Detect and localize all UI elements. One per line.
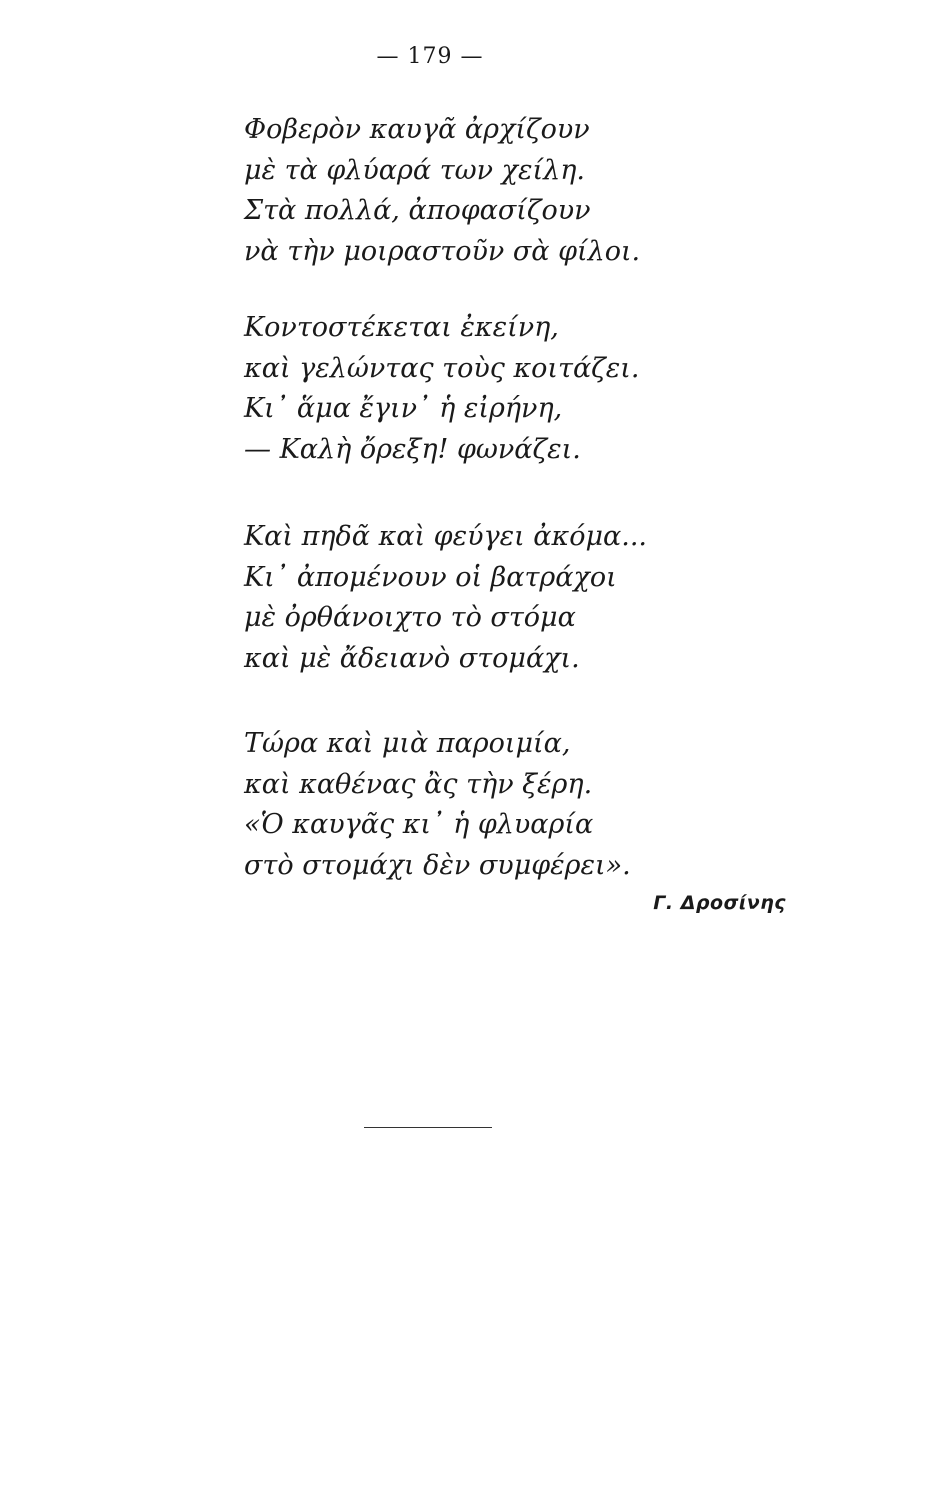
poem-line: καὶ καθένας ἂς τὴν ξέρη. — [244, 768, 593, 800]
poem-line: καὶ μὲ ἄδειανὸ στομάχι. — [244, 642, 580, 674]
poem-line: μὲ ὀρθάνοιχτο τὸ στόμα — [244, 602, 576, 633]
poem-stanza — [244, 110, 640, 272]
poem-stanza — [244, 517, 647, 679]
poem-line: στὸ στομάχι δὲν συμφέρει». — [244, 849, 631, 881]
poem-line: καὶ γελώντας τοὺς κοιτάζει. — [244, 352, 640, 384]
poem-line: Τώρα καὶ μιὰ παροιμία, — [244, 728, 571, 759]
poem-line: Στὰ πολλά, ἀποφασίζουν — [244, 195, 591, 226]
poem-line: Κι᾿ ἅμα ἔγιν᾿ ἡ εἰρήνη, — [244, 393, 563, 424]
poem-stanza — [244, 308, 639, 470]
poem-line: Κι᾿ ἀπομένουν οἱ βατράχοι — [244, 561, 617, 593]
poem-line: — Καλὴ ὄρεξη! φωνάζει. — [244, 433, 581, 465]
poem-stanza — [244, 724, 631, 886]
author-signature: Γ. Δροσίνης — [653, 892, 786, 914]
poem-line: νὰ τὴν μοιραστοῦν σὰ φίλοι. — [244, 235, 641, 267]
poem-line: Καὶ πηδᾶ καὶ φεύγει ἀκόμα... — [244, 521, 647, 552]
end-divider — [364, 1127, 492, 1128]
poem-line: Φοβερὸν καυγᾶ ἀρχίζουν — [244, 114, 590, 145]
poem-line: «Ὁ καυγᾶς κι᾿ ἡ φλυαρία — [244, 809, 594, 840]
poem-line: Κοντοστέκεται ἐκείνη, — [244, 312, 559, 343]
page-number: — 179 — — [376, 44, 484, 69]
poem-line: μὲ τὰ φλύαρά των χείλη. — [244, 154, 585, 186]
